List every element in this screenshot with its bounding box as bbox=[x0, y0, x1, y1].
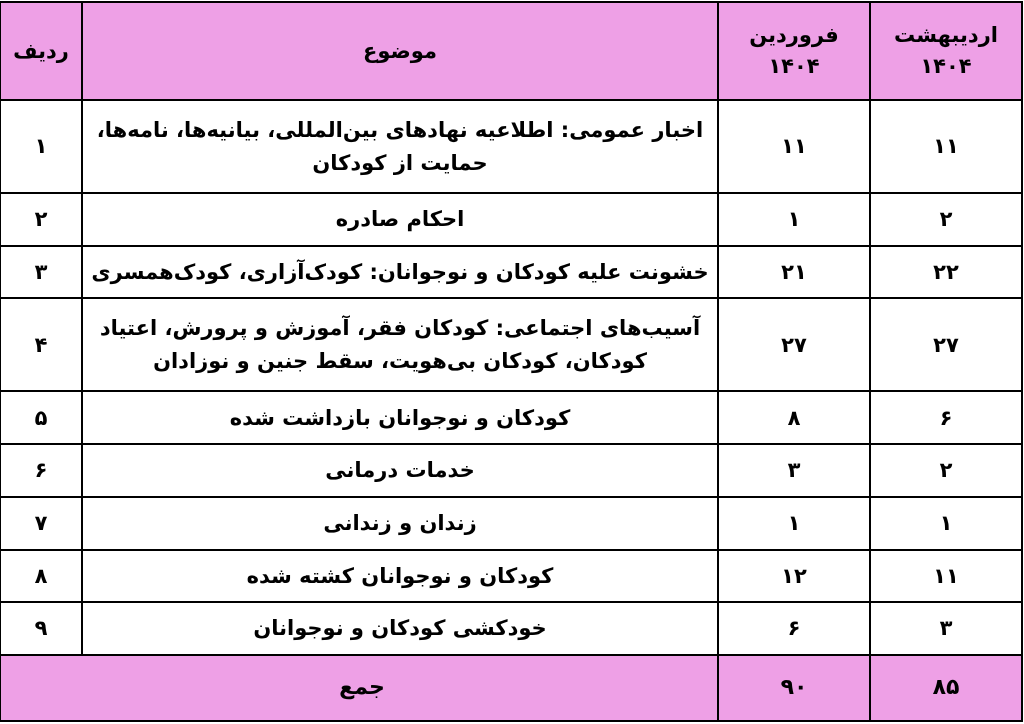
cell-month1-value: ۶ bbox=[718, 602, 870, 655]
cell-row-number: ۷ bbox=[0, 497, 82, 550]
cell-subject: کودکان و نوجوانان کشته شده bbox=[82, 550, 718, 603]
total-label: جمع bbox=[0, 655, 718, 721]
cell-month2-value: ۱۱ bbox=[870, 100, 1022, 193]
cell-row-number: ۲ bbox=[0, 193, 82, 246]
month1-label-line1: فروردین bbox=[749, 22, 839, 47]
cell-month1-value: ۲۱ bbox=[718, 246, 870, 299]
cell-row-number: ۱ bbox=[0, 100, 82, 193]
cell-subject: زندان و زندانی bbox=[82, 497, 718, 550]
table-body bbox=[0, 100, 1022, 721]
cell-month1-value: ۱ bbox=[718, 193, 870, 246]
month2-label-line1: اردیبهشت bbox=[894, 22, 998, 47]
cell-subject: خودکشی کودکان و نوجوانان bbox=[82, 602, 718, 655]
document-page bbox=[0, 1, 1024, 724]
cell-month1-value: ۳ bbox=[718, 444, 870, 497]
cell-row-number: ۵ bbox=[0, 391, 82, 444]
column-header-month-ordibehesht bbox=[870, 2, 1022, 100]
cell-row-number: ۳ bbox=[0, 246, 82, 299]
month1-label-line2: ۱۴۰۴ bbox=[768, 54, 820, 78]
cell-month2-value: ۲ bbox=[870, 193, 1022, 246]
cell-month2-value: ۱۱ bbox=[870, 550, 1022, 603]
cell-month1-value: ۸ bbox=[718, 391, 870, 444]
table-row bbox=[0, 298, 1022, 391]
cell-row-number: ۴ bbox=[0, 298, 82, 391]
cell-subject: خشونت علیه کودکان و نوجوانان: کودک‌آزاری، کودک‌همسری bbox=[82, 246, 718, 299]
cell-month2-value: ۳ bbox=[870, 602, 1022, 655]
table-row bbox=[0, 602, 1022, 655]
table-row bbox=[0, 193, 1022, 246]
cell-row-number: ۹ bbox=[0, 602, 82, 655]
cell-subject: آسیب‌های اجتماعی: کودکان فقر، آموزش و پرورش، اعتیاد کودکان، کودکان بی‌هویت، سقط جنین و نوزادان bbox=[82, 298, 718, 391]
statistics-table bbox=[0, 1, 1023, 722]
table-total-row bbox=[0, 655, 1022, 721]
table-row bbox=[0, 497, 1022, 550]
cell-month1-value: ۱ bbox=[718, 497, 870, 550]
cell-month1-value: ۱۱ bbox=[718, 100, 870, 193]
column-header-month-farvardin bbox=[718, 2, 870, 100]
cell-row-number: ۸ bbox=[0, 550, 82, 603]
table-row bbox=[0, 391, 1022, 444]
header-row bbox=[0, 2, 1022, 100]
cell-month2-value: ۲۲ bbox=[870, 246, 1022, 299]
cell-month2-value: ۲۷ bbox=[870, 298, 1022, 391]
column-header-row-number: ردیف bbox=[0, 2, 82, 100]
cell-subject: خدمات درمانی bbox=[82, 444, 718, 497]
cell-subject: احکام صادره bbox=[82, 193, 718, 246]
cell-month2-value: ۶ bbox=[870, 391, 1022, 444]
total-month2-value: ۸۵ bbox=[870, 655, 1022, 721]
table-row bbox=[0, 444, 1022, 497]
table-row bbox=[0, 100, 1022, 193]
cell-month1-value: ۲۷ bbox=[718, 298, 870, 391]
month2-label-line2: ۱۴۰۴ bbox=[920, 54, 972, 78]
cell-month2-value: ۲ bbox=[870, 444, 1022, 497]
cell-subject: کودکان و نوجوانان بازداشت شده bbox=[82, 391, 718, 444]
cell-month1-value: ۱۲ bbox=[718, 550, 870, 603]
cell-month2-value: ۱ bbox=[870, 497, 1022, 550]
cell-row-number: ۶ bbox=[0, 444, 82, 497]
column-header-subject: موضوع bbox=[82, 2, 718, 100]
table-row bbox=[0, 246, 1022, 299]
cell-subject: اخبار عمومی: اطلاعیه نهادهای بین‌المللی، بیانیه‌ها، نامه‌ها، حمایت از کودکان bbox=[82, 100, 718, 193]
table-row bbox=[0, 550, 1022, 603]
table-header bbox=[0, 2, 1022, 100]
total-month1-value: ۹۰ bbox=[718, 655, 870, 721]
